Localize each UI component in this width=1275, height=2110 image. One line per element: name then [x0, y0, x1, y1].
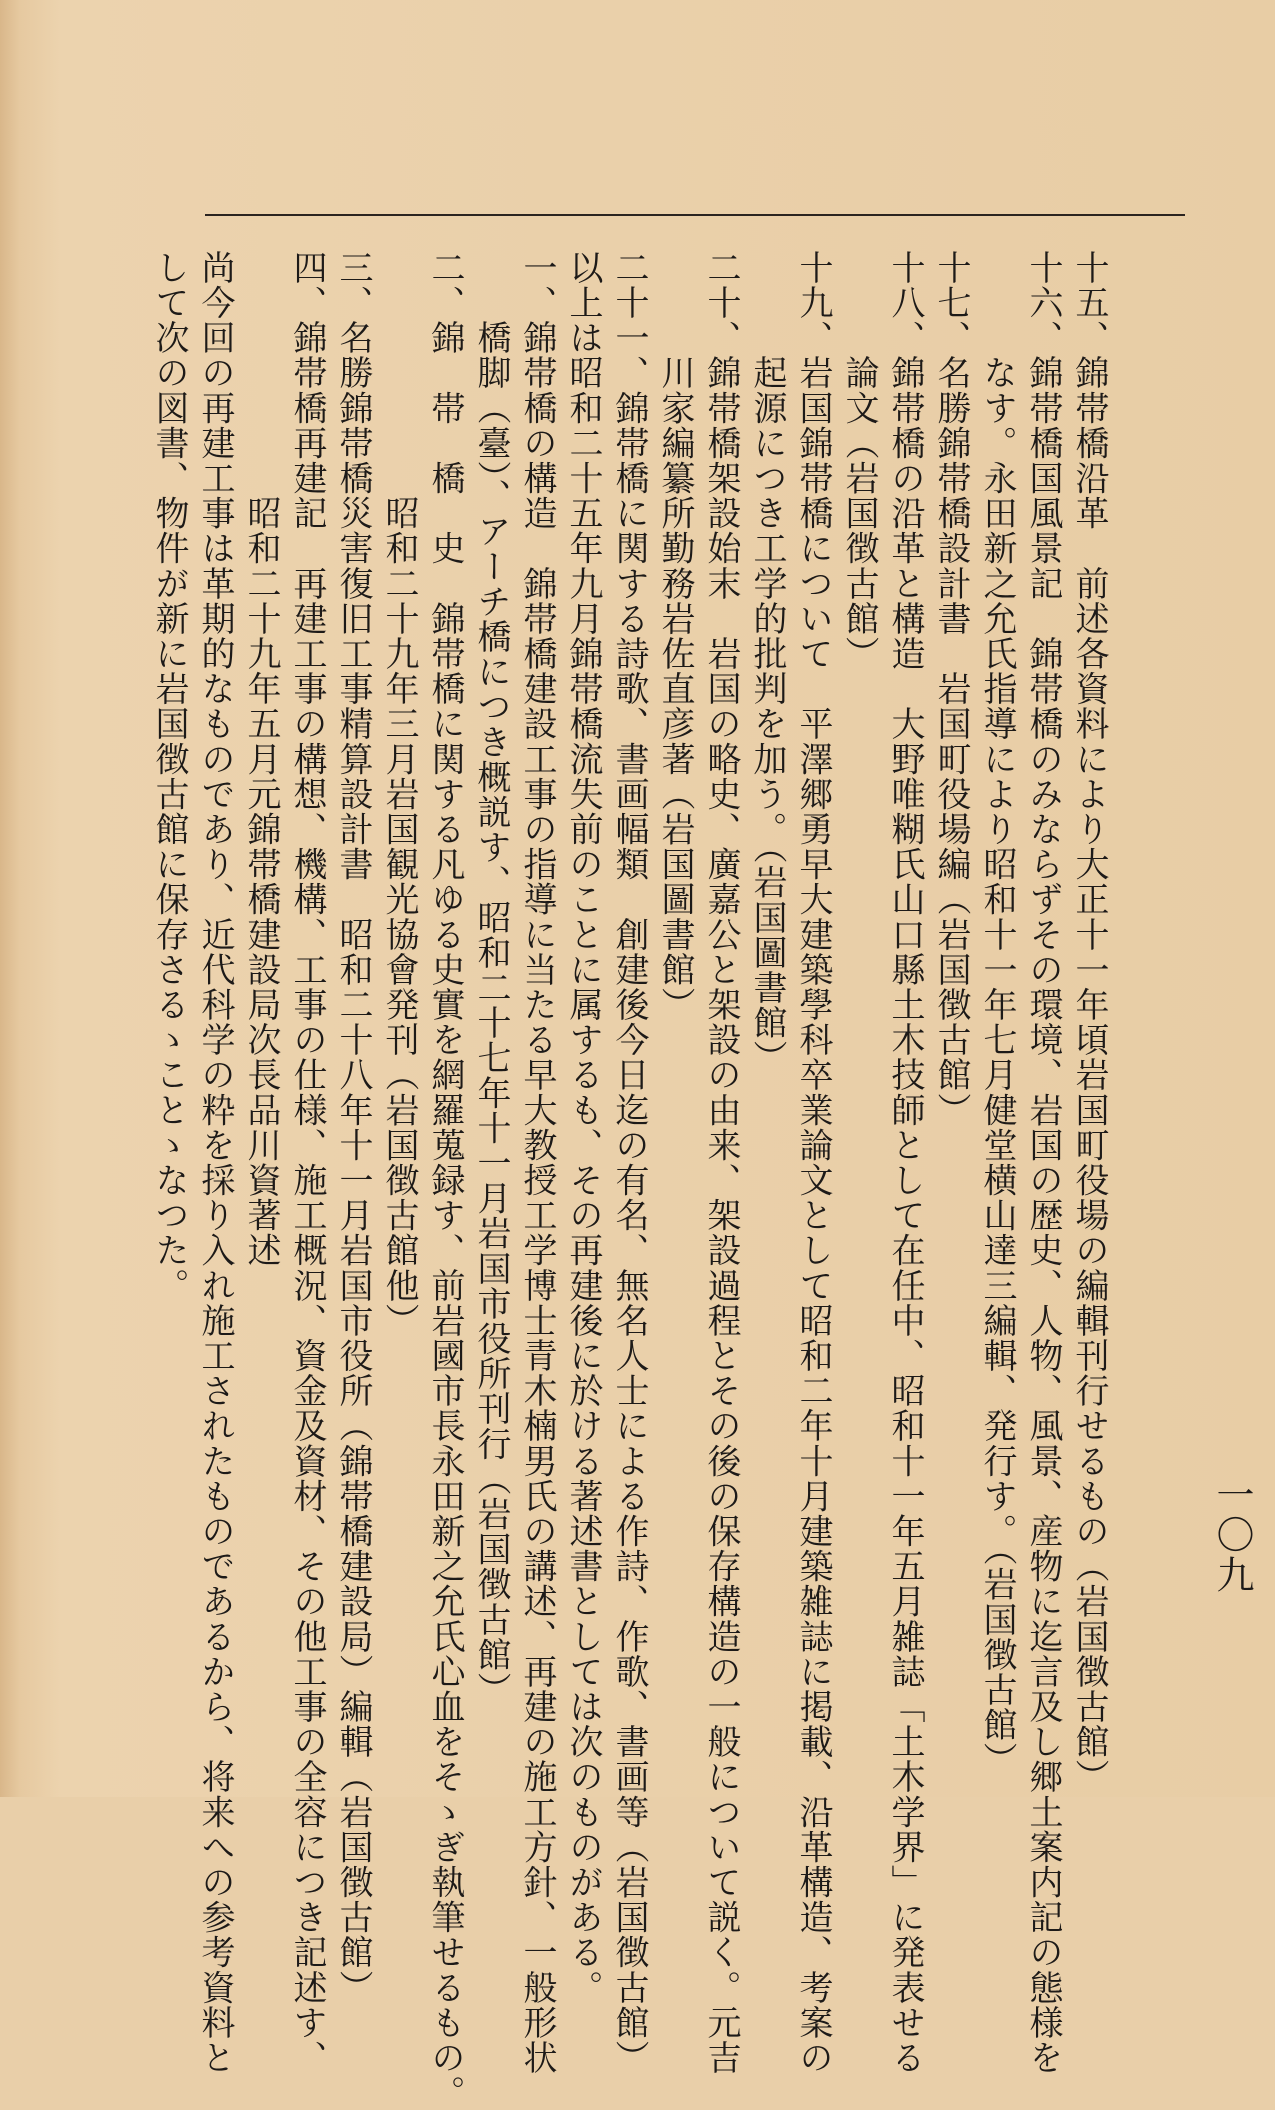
text-line-18: 四、錦帯橋再建記 再建工事の構想、機構、工事の仕様、施工概況、資金及資材、その他工事の全容につき記述す、: [287, 250, 327, 2076]
text-line-6: 論文（岩国徴古館）: [839, 250, 879, 672]
text-line-4: 十七、名勝錦帯橋設計書 岩国町役場編（岩国徴古館）: [931, 250, 971, 1128]
text-line-8: 起源につき工学的批判を加う。（岩国圖書館）: [747, 250, 787, 1076]
page-number: 一〇九: [1210, 1475, 1254, 1595]
text-line-2: 十六、錦帯橋国風景記 錦帯橋のみならずその環境、岩国の歴史、人物、風景、産物に迄言及し郷土案内記の態様を: [1023, 250, 1063, 2076]
text-line-9: 二十、錦帯橋架設始末 岩国の略史、廣嘉公と架設の由来、架設過程とその後の保存構造の一般について説く。元吉: [701, 250, 741, 2076]
text-line-12: 以上は昭和二十五年九月錦帯橋流失前のことに属するも、その再建後に於ける著述書としては次のものがある。: [563, 250, 603, 2005]
text-line-1: 十五、錦帯橋沿革 前述各資料により大正十一年頃岩国町役場の編輯刊行せるもの（岩国徴古館）: [1069, 250, 1109, 1795]
text-line-19: 昭和二十九年五月元錦帯橋建設局次長品川資著述: [241, 250, 281, 1268]
text-line-14: 橋脚（臺）、アーチ橋につき概説す、昭和二十七年十一月岩国市役所刊行（岩国徴古館）: [471, 250, 511, 1708]
text-line-13: 一、錦帯橋の構造 錦帯橋建設工事の指導に当たる早大教授工学博士青木楠男氏の講述、再建の施工方針、一般形状: [517, 250, 557, 2076]
text-line-5: 十八、錦帯橋の沿革と構造 大野唯糊氏山口縣土木技師として在任中、昭和十一年五月雑誌「土木学界」に発表せる: [885, 250, 925, 2076]
text-line-11: 二十一、錦帯橋に関する詩歌、書画幅類 創建後今日迄の有名、無名人士による作詩、作歌、書画等（岩国徴古館）: [609, 250, 649, 2076]
text-line-10: 川家編纂所勤務岩佐直彦著（岩国圖書館）: [655, 250, 695, 1023]
text-line-7: 十九、岩国錦帯橋について 平澤郷勇早大建築學科卒業論文として昭和二年十月建築雑誌に掲載、沿革構造、考案の: [793, 250, 833, 2076]
text-line-16: 昭和二十九年三月岩国観光協會発刊（岩国徴古館他）: [379, 250, 419, 1339]
text-line-15: 二、錦 帯 橋 史 錦帯橋に関する凡ゆる史實を網羅蒐録す、前岩國市長永田新之允氏心血をそゝぎ執筆せるもの。: [425, 250, 465, 2110]
text-line-17: 三、名勝錦帯橋災害復旧工事精算設計書 昭和二十八年十一月岩国市役所（錦帯橋建設局）編輯（岩国徴古館）: [333, 250, 373, 2005]
text-line-21: して次の図書、物件が新に岩国徴古館に保存さるゝことゝなつた。: [149, 250, 189, 1303]
text-line-3: なす。永田新之允氏指導により昭和十一年七月健堂横山達三編輯、発行す。（岩国徴古館）: [977, 250, 1017, 1778]
text-line-20: 尚今回の再建工事は革期的なものであり、近代科学の粋を採り入れ施工されたものであるから、将来への参考資料と: [195, 250, 235, 2076]
header-rule: [205, 214, 1185, 216]
